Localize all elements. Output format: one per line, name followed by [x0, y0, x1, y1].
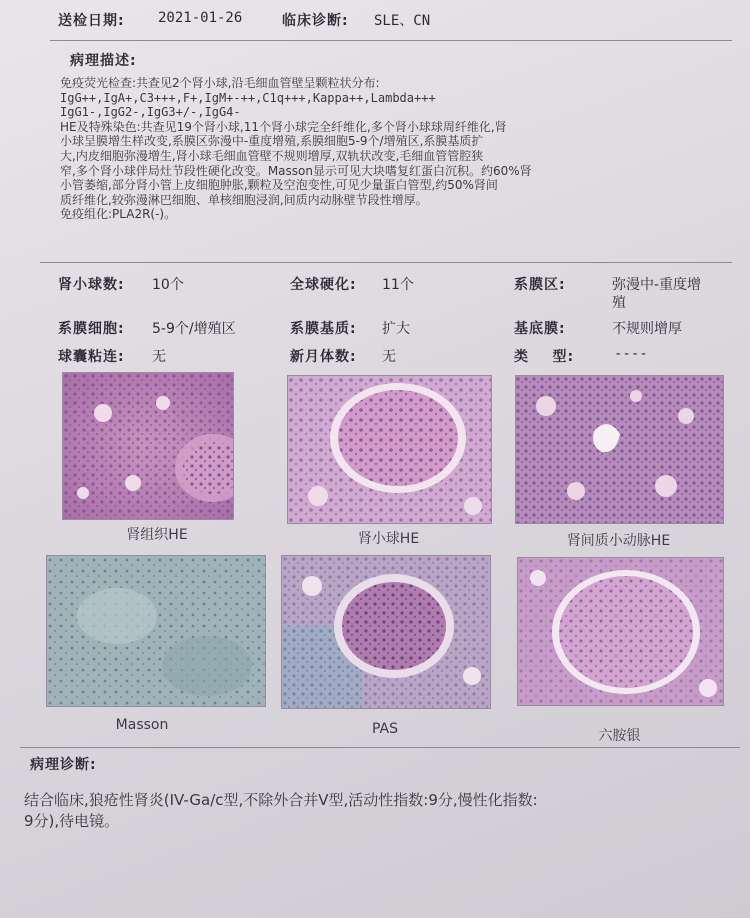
diagnosis-line: 9分),待电镜。 — [24, 812, 120, 830]
description-line: 小管萎缩,部分肾小管上皮细胞肿胀,颗粒及空泡变性,可见少量蛋白管型,约50%肾间 — [60, 178, 498, 193]
glomeruli-count-label: 肾小球数: — [58, 277, 125, 293]
header-divider — [50, 40, 732, 41]
micrograph-silver-methenamine — [517, 557, 724, 706]
send-date-label: 送检日期: — [58, 13, 125, 29]
clinical-diagnosis-value: SLE、CN — [374, 13, 431, 29]
mesangial-area-value: 弥漫中-重度增 — [612, 277, 702, 293]
diagnosis-line: 结合临床,狼疮性肾炎(IV-Ga/c型,不除外合并V型,活动性指数:9分,慢性化指数: — [24, 791, 538, 809]
description-line: 免疫组化:PLA2R(-)。 — [60, 207, 177, 222]
diagnosis-divider — [20, 747, 740, 748]
capsule-adhesion-label: 球囊粘连: — [58, 349, 125, 365]
micrograph-interstitial-arteriole-he — [515, 375, 724, 524]
global-sclerosis-label: 全球硬化: — [290, 277, 357, 293]
crescent-count-label: 新月体数: — [290, 349, 357, 365]
basement-membrane-label: 基底膜: — [514, 321, 566, 337]
description-line: 小球呈膜增生样改变,系膜区弥漫中-重度增殖,系膜细胞5-9个/增殖区,系膜基质扩 — [60, 134, 484, 149]
micrograph-kidney-he — [62, 372, 234, 520]
description-line: 质纤维化,较弥漫淋巴细胞、单核细胞浸润,间质内动脉壁节段性增厚。 — [60, 192, 428, 207]
description-line: 大,内皮细胞弥漫增生,肾小球毛细血管壁不规则增厚,双轨状改变,毛细血管管腔狭 — [60, 148, 484, 163]
caption-masson: Masson — [115, 717, 169, 733]
type-value: ---- — [614, 346, 648, 362]
caption-silver-methenamine: 六胺银 — [598, 728, 641, 744]
description-line: IgG1-,IgG2-,IgG3+/-,IgG4- — [60, 105, 241, 120]
capsule-adhesion-value: 无 — [152, 349, 166, 365]
description-body — [60, 76, 720, 222]
send-date-value: 2021-01-26 — [158, 10, 243, 26]
clinical-diagnosis-label: 临床诊断: — [282, 13, 349, 29]
mesangial-cells-value: 5-9个/增殖区 — [152, 321, 236, 337]
micrograph-glomerulus-he — [287, 375, 492, 524]
micrograph-masson — [46, 555, 266, 707]
description-line: 免疫荧光检查:共查见2个肾小球,沿毛细血管壁呈颗粒状分布: — [60, 76, 380, 90]
caption-interstitial-arteriole-he: 肾间质小动脉HE — [566, 533, 671, 549]
mesangial-area-value-cont: 殖 — [612, 295, 626, 311]
summary-divider — [40, 262, 732, 263]
mesangial-cells-label: 系膜细胞: — [58, 321, 125, 337]
caption-pas: PAS — [371, 721, 398, 737]
caption-kidney-he: 肾组织HE — [126, 527, 188, 543]
global-sclerosis-value: 11个 — [382, 277, 414, 293]
mesangial-matrix-label: 系膜基质: — [290, 321, 357, 337]
description-line: 窄,多个肾小球伴局灶节段性硬化改变。Masson显示可见大块嗜复红蛋白沉积。约60%肾 — [60, 163, 532, 178]
diagnosis-title: 病理诊断: — [30, 757, 97, 773]
micrograph-pas — [281, 555, 491, 709]
basement-membrane-value: 不规则增厚 — [612, 321, 682, 337]
description-line: IgG++,IgA+,C3+++,F+,IgM+-++,C1q+++,Kappa++,Lambda+++ — [60, 90, 436, 105]
description-line: HE及特殊染色:共查见19个肾小球,11个肾小球完全纤维化,多个肾小球球周纤维化,肾 — [60, 119, 507, 134]
caption-glomerulus-he: 肾小球HE — [357, 531, 420, 547]
diagnosis-body — [24, 790, 739, 832]
description-title: 病理描述: — [70, 53, 137, 69]
crescent-count-value: 无 — [382, 349, 396, 365]
glomeruli-count-value: 10个 — [152, 277, 184, 293]
mesangial-matrix-value: 扩大 — [382, 321, 410, 337]
mesangial-area-label: 系膜区: — [514, 277, 566, 293]
type-label: 类 型: — [514, 349, 575, 365]
